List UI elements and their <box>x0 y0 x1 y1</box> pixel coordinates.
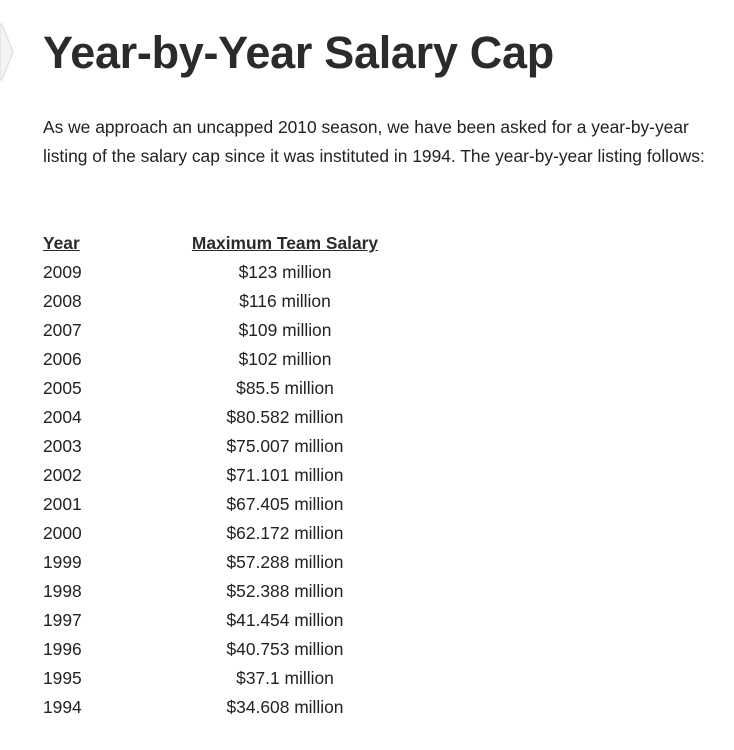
salary-cell: $85.5 million <box>236 378 334 398</box>
salary-cell: $57.288 million <box>226 552 344 572</box>
salary-column-header: Maximum Team Salary <box>191 233 379 253</box>
page-title: Year-by-Year Salary Cap <box>43 27 554 78</box>
salary-cell: $102 million <box>238 349 332 369</box>
table-header-row <box>43 229 389 258</box>
year-cell: 1996 <box>43 639 82 659</box>
salary-cell: $41.454 million <box>226 610 344 630</box>
salary-cell: $34.608 million <box>226 697 344 717</box>
year-cell: 2004 <box>43 407 82 427</box>
table-row <box>43 577 389 606</box>
year-cell: 2003 <box>43 436 82 456</box>
table-row <box>43 316 389 345</box>
table-row <box>43 664 389 693</box>
table-row <box>43 345 389 374</box>
table-row <box>43 374 389 403</box>
year-cell: 2008 <box>43 291 82 311</box>
table-row <box>43 403 389 432</box>
salary-cell: $67.405 million <box>226 494 344 514</box>
year-cell: 2001 <box>43 494 82 514</box>
table-row <box>43 606 389 635</box>
table-row <box>43 432 389 461</box>
salary-cell: $40.753 million <box>226 639 344 659</box>
table-row <box>43 461 389 490</box>
intro-paragraph: As we approach an uncapped 2010 season, we have been asked for a year-by-year listing of the salary cap since it was instituted in 1994. The year-by-year listing follows: <box>43 117 705 166</box>
table-row <box>43 287 389 316</box>
table-row <box>43 490 389 519</box>
year-cell: 2002 <box>43 465 82 485</box>
salary-cell: $123 million <box>238 262 332 282</box>
tab-arrow-icon <box>0 22 14 82</box>
salary-cell: $37.1 million <box>236 668 334 688</box>
year-cell: 2007 <box>43 320 82 340</box>
year-cell: 2006 <box>43 349 82 369</box>
table-row <box>43 548 389 577</box>
year-cell: 2005 <box>43 378 82 398</box>
salary-cell: $62.172 million <box>226 523 344 543</box>
table-row <box>43 258 389 287</box>
salary-cap-table <box>43 229 389 722</box>
page-edge-tab <box>0 22 14 82</box>
table-row <box>43 519 389 548</box>
year-cell: 2009 <box>43 262 82 282</box>
year-cell: 1998 <box>43 581 82 601</box>
salary-cell: $116 million <box>239 291 331 311</box>
table-row <box>43 693 389 722</box>
salary-cell: $80.582 million <box>226 407 344 427</box>
year-cell: 1995 <box>43 668 82 688</box>
salary-cell: $75.007 million <box>226 436 344 456</box>
year-cell: 1999 <box>43 552 82 572</box>
table-body <box>43 258 389 722</box>
salary-cell: $52.388 million <box>226 581 344 601</box>
year-cell: 1994 <box>43 697 82 717</box>
salary-cell: $109 million <box>238 320 332 340</box>
year-cell: 1997 <box>43 610 82 630</box>
table-row <box>43 635 389 664</box>
year-column-header: Year <box>43 233 80 253</box>
salary-cell: $71.101 million <box>226 465 344 485</box>
year-cell: 2000 <box>43 523 82 543</box>
